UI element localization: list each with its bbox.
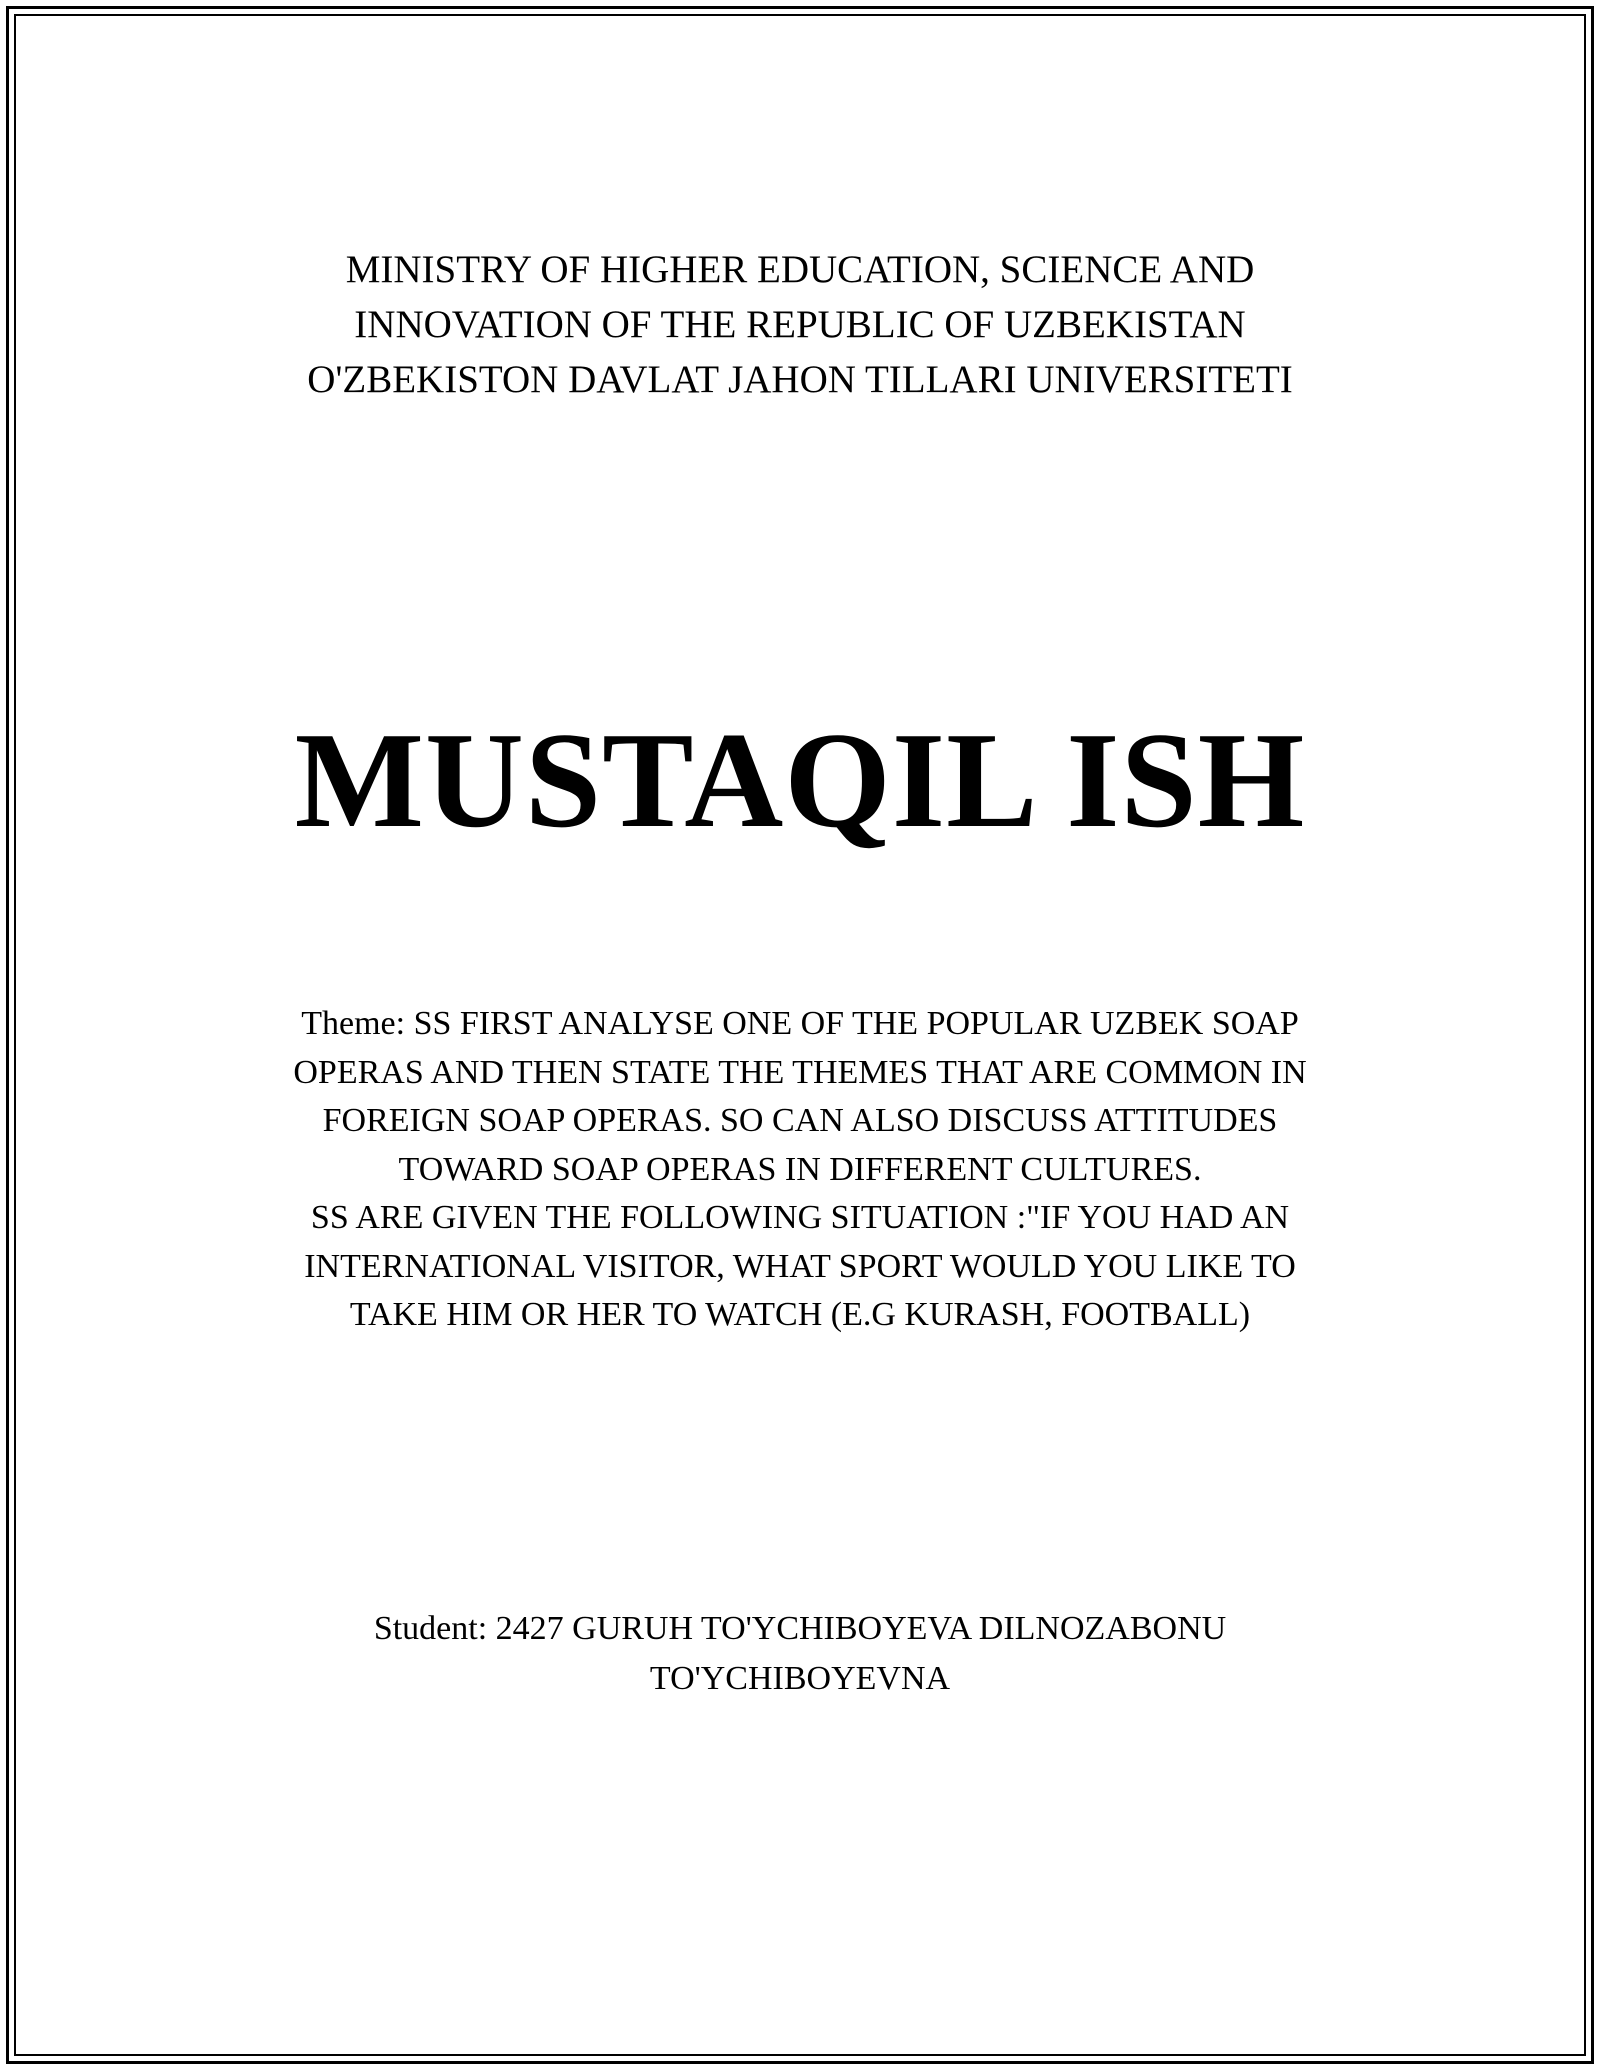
student-line: TO'YCHIBOYEVNA bbox=[649, 1660, 951, 1697]
theme-line: SS ARE GIVEN THE FOLLOWING SITUATION :"IF YOU HAD AN bbox=[310, 1199, 1290, 1236]
header-line: INNOVATION OF THE REPUBLIC OF UZBEKISTAN bbox=[354, 303, 1246, 346]
theme-line: TAKE HIM OR HER TO WATCH (E.G KURASH, FOOTBALL) bbox=[349, 1296, 1251, 1333]
ministry-header bbox=[0, 242, 1600, 407]
header-line: O'ZBEKISTON DAVLAT JAHON TILLARI UNIVERSITETI bbox=[307, 358, 1293, 401]
student-line: Student: 2427 GURUH TO'YCHIBOYEVA DILNOZABONU bbox=[373, 1610, 1227, 1647]
theme-line: FOREIGN SOAP OPERAS. SO CAN ALSO DISCUSS ATTITUDES bbox=[322, 1102, 1278, 1139]
theme-paragraph bbox=[220, 1000, 1380, 1340]
header-line: MINISTRY OF HIGHER EDUCATION, SCIENCE AND bbox=[345, 248, 1255, 291]
student-info bbox=[280, 1604, 1320, 1704]
theme-line: Theme: SS FIRST ANALYSE ONE OF THE POPULAR UZBEK SOAP bbox=[301, 1005, 1299, 1042]
theme-line: OPERAS AND THEN STATE THE THEMES THAT ARE COMMON IN bbox=[293, 1053, 1307, 1091]
document-title: MUSTAQIL ISH bbox=[294, 704, 1306, 856]
theme-line: TOWARD SOAP OPERAS IN DIFFERENT CULTURES. bbox=[398, 1150, 1202, 1188]
theme-line: INTERNATIONAL VISITOR, WHAT SPORT WOULD YOU LIKE TO bbox=[304, 1247, 1296, 1285]
